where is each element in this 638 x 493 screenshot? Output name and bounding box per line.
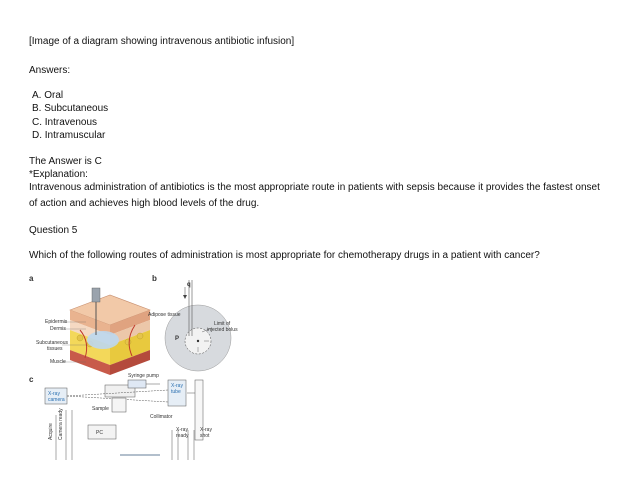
label-camera-ready: Camera ready	[58, 408, 64, 440]
label-tissues: tissues	[47, 346, 63, 352]
label-injected-bolus: injected bolus	[207, 327, 238, 333]
label-xray-camera-1: X-ray	[48, 391, 60, 397]
label-xray-ready-2: ready	[176, 433, 189, 439]
label-xray-ready-1: X-ray	[176, 427, 188, 433]
label-muscle: Muscle	[50, 359, 66, 365]
label-xray-tube-1: X-ray	[171, 383, 183, 389]
answer-text: The Answer is C	[29, 156, 102, 167]
figure-graphics	[0, 270, 638, 493]
panel-b-label: b	[152, 274, 157, 283]
explanation-text: Intravenous administration of antibiotics is the most appropriate route in patients with sepsis because it provides the fastest onset of action and achieves high blood levels of the drug.	[29, 182, 600, 209]
panel-a-label: a	[29, 274, 34, 283]
label-xray-tube-2: tube	[171, 389, 181, 395]
label-acquire: Acquire	[48, 423, 54, 440]
label-sample: Sample	[92, 406, 109, 412]
figure	[0, 270, 638, 493]
panel-c-label: c	[29, 375, 34, 384]
label-subcutaneous: Subcutaneous	[36, 340, 68, 346]
label-epidermis: Epidermis	[45, 319, 68, 325]
label-syringe-pump: Syringe pump	[128, 373, 159, 379]
question-heading: Question 5	[29, 225, 78, 236]
label-adipose-tissue: Adipose tissue	[148, 312, 181, 318]
answers-heading: Answers:	[29, 65, 71, 76]
option-d: D. Intramuscular	[32, 130, 106, 141]
label-limit-of: Limit of	[214, 321, 231, 327]
explanation-heading: *Explanation:	[29, 169, 88, 180]
label-xray-camera-2: camera	[48, 397, 65, 403]
skin-layers-illustration	[62, 288, 150, 375]
label-pc: PC	[96, 430, 103, 436]
symbol-p: P	[175, 336, 180, 342]
symbol-q: q	[187, 282, 191, 288]
question-text: Which of the following routes of administration is most appropriate for chemotherapy drugs in a patient with cancer?	[29, 250, 540, 261]
option-a: A. Oral	[32, 90, 64, 101]
option-b: B. Subcutaneous	[32, 103, 109, 114]
label-xray-shot-1: X-ray	[200, 427, 212, 433]
label-dermis: Dermis	[50, 326, 66, 332]
image-placeholder-text: [Image of a diagram showing intravenous antibiotic infusion]	[29, 36, 295, 47]
option-c: C. Intravenous	[32, 117, 98, 128]
label-xray-shot-2: shot	[200, 433, 210, 439]
label-collimator: Collimator	[150, 414, 173, 420]
